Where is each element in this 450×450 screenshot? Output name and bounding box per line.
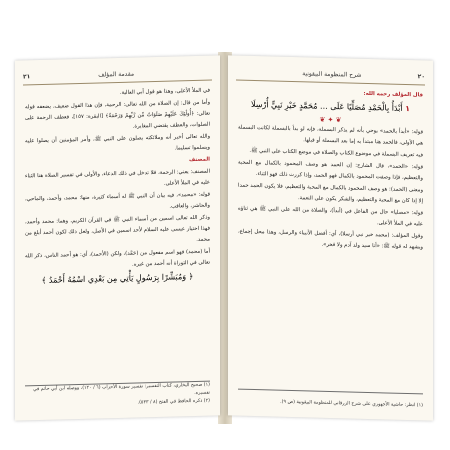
paragraph: قوله: «الحمد»، قال الشارح: إن الحمد هو وصف المحمود بالكمال مع المحبة والتعظيم، فإذا وصفت المحمود بالكمال فهو الحمد، وإذا كررت ذلك فهو الثناء.: [238, 159, 423, 182]
paragraph: المصنف: يعني: الرحمة، فلا تدخل في ذلك الدعاء، والأولى في تفسير الصلاة هنا الثناء عليه في الملأ الأعلى.: [25, 168, 210, 187]
quran-verse: ﴿ وَمُبَشِّرًا بِرَسُولٍ يَأْتِي مِن بَعْدِي اسْمُهُ أَحْمَدُ ﴾: [41, 272, 194, 285]
verse-text: أَبْدَأُ بِالْحَمْدِ مُصَلِّيًا عَلَى ... مُحَمَّدٍ خَيْرِ نَبِيٍّ أُرْسِلَا: [250, 99, 403, 113]
paragraph: وأما من قال: إن الصلاة من الله تعالى: الرحمة، فإن هذا القول ضعيف، يضعفه قوله تعالى: ﴿أُولَٰئِكَ عَلَيْهِمْ صَلَوَاتٌ مِّن رَّبِّهِمْ وَرَحْمَةٌ﴾ [البقرة: ١٥٧]، فعطف الرحمة على الصلوات، والعطف يقتضي المغايرة.: [25, 99, 210, 130]
left-footnotes: [25, 382, 210, 411]
footnote: (٢) ذكره الحافظ في الفتح (٨ / ٥٣٣).: [137, 398, 210, 406]
paragraph: وذكر الله تعالى اسمين من أسماء النبي ﷺ في القرآن الكريم، وهما: محمد وأحمد، فهذا اختيار عيسى عليه السلام لأحد اسمين في الأصل، ولعل ذلك لكون أحمد أبلغ من محمد.: [25, 214, 210, 243]
paragraph: قوله: «أبدأ بالحمد» يوحي بأنه لم يذكر البسملة، فإنه لو بدأ بالبسملة لكانت البسملة هي الأولى، فالحمد هنا مبتدأ به إما بعد البسملة أو قبلها.: [238, 124, 423, 147]
right-page: [228, 55, 433, 420]
header-rule: [236, 80, 425, 86]
paragraph: قوله: «مصليا» حال من الفاعل في (أبدأ)، والصلاة من الله على النبي ﷺ هي ثناؤه عليه في الملأ الأعلى.: [238, 205, 423, 228]
left-page-body: [25, 86, 210, 381]
paragraph: قوله: «محمد»، فيه بيان أن النبي ﷺ له أسماء كثيرة، منها: محمد، وأحمد، والماحي، والحاشر، والعاقب.: [25, 191, 210, 210]
footnote-divider: [238, 389, 423, 395]
paragraph: ومعنى (الحمد): هو وصف المحمود بالكمال مع المحبة والتعظيم، فلا يكون الحمد حمدا إلا إذا كان مع المحبة والتعظيم، والشكر يكون على النعمة.: [238, 182, 423, 205]
left-page-header: [23, 66, 212, 83]
footnote: (١) صحيح البخاري، كتاب التفسير: تفسير سورة الأحزاب (٦ / ١٢٠)، ووصله ابن أبي حاتم في تفسيره.: [33, 382, 210, 396]
left-page-number: ٢١: [23, 72, 31, 80]
highlight-term: المصنف: [188, 156, 210, 164]
verse-number: ١: [405, 103, 411, 114]
paragraph: في الملأ الأعلى، وهذا هو قول أبي العالية.: [119, 87, 210, 96]
paragraph: أما (محمد) فهو اسم مفعول من (حَمَّد)، ولكن (الأحمد)، أي: هو أحمد الناس، ذكر الله تعالى في التوراة أنه أحمد من غيره.: [25, 248, 210, 268]
opening-line: قال المؤلف رحمه الله:: [363, 90, 423, 99]
right-page-header: [236, 66, 425, 83]
paragraph: وقول المؤلف: (محمد خير نبي أرسلا)، أي: أفضل الأنبياء والرسل، وهذا محل إجماع، ويشهد له قوله ﷺ: «أنا سيد ولد آدم ولا فخر».: [238, 228, 423, 251]
right-running-head: شرح المنظومة البيقونية: [302, 69, 362, 79]
left-running-head: مقدمة المؤلف: [98, 70, 135, 79]
left-page: [15, 55, 220, 420]
ornament-icon: ❦ ✦ ❦: [319, 115, 342, 125]
right-footnotes: [238, 398, 423, 411]
paragraph: فيه تعريف البسملة في موضوع الكتاب والصلاة في موضع الكتاب على النبي ﷺ.: [249, 147, 423, 159]
right-page-body: [238, 86, 423, 381]
header-rule: [23, 80, 212, 86]
paragraph: والله تعالى أخبر أنه وملائكته يصلون على النبي ﷺ، وأمر المؤمنين أن يصلوا عليه ويسلموا تسليما.: [25, 133, 210, 152]
footnote: (١) انظر: حاشية الأجهوري على شرح الزرقاني للمنظومة البيقونية (ص ٩).: [280, 399, 423, 409]
right-page-number: ٢٠: [417, 72, 425, 80]
